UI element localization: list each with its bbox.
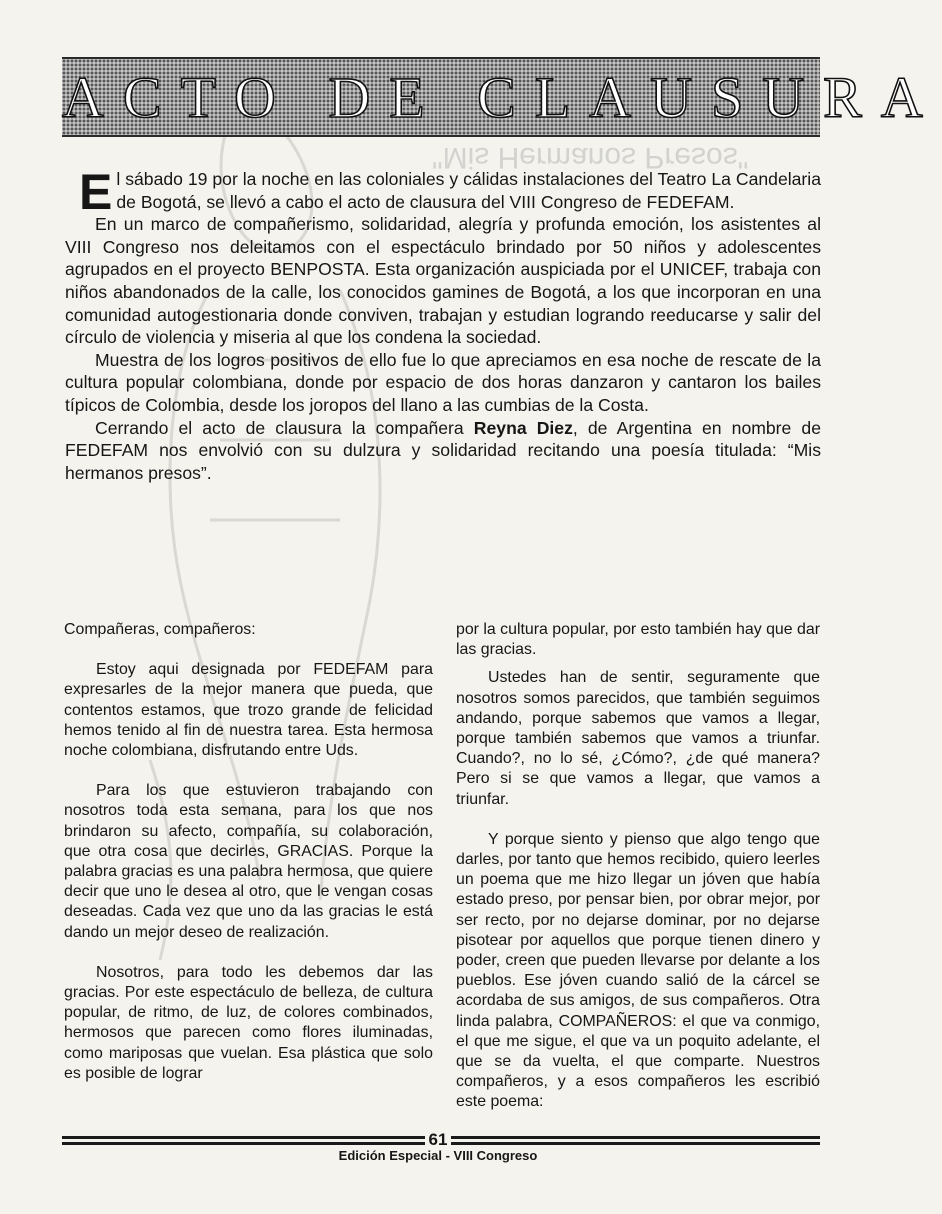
intro-paragraph-1: El sábado 19 por la noche en las coloniales y cálidas instalaciones del Teatro La Candelaria de Bogotá, se llevó a cabo el acto de clausura del VIII Congreso de FEDEFAM.: [79, 164, 821, 220]
right-column: [456, 620, 820, 1113]
speech-paragraph-6: Y porque siento y pienso que algo tengo que darles, por tanto que hemos recibido, quiero leerles un poema que me hizo llegar un jóven que había estado preso, por pensar bien, por obrar mejor, por ser recto, por no dejarse dominar, por no dejarse pisotear por aquellos que porque tienen dinero y poder, creen que pueden llevarse por delante a los pueblos. Ese jóven cuando salió de la cárcel se acordaba de sus amigos, de sus compañeros. Otra linda palabra, COMPAÑEROS: el que va conmigo, el que me sigue, el que va un poquito adelante, el que se da vuelta, el que comparte. Nuestros compañeros, y a esos compañeros les escribió este poema:: [456, 830, 820, 1111]
footer-caption: Edición Especial - VIII Congreso: [338, 1148, 538, 1163]
intro-text: [65, 164, 821, 484]
page-title: ACTO DE CLAUSURA: [62, 65, 942, 130]
left-column: [64, 620, 433, 1084]
speaker-name: Reyna Diez: [473, 417, 573, 438]
speech-greeting: Compañeras, compañeros:: [64, 621, 256, 638]
page-number: 61: [0, 1130, 876, 1150]
intro-paragraph-2: En un marco de compañerismo, solidaridad, alegría y profunda emoción, los asistentes al VIII Congreso nos deleitamos con el espectáculo brindado por 50 niños y adolescentes agrupados en el proyecto BENPOSTA. Esta organización auspiciada por el UNICEF, trabaja con niños abandonados de la calle, los conocidos gamines de Bogotá, a los que incorporan en una comunidad autogestionaria donde conviven, trabajan y estudian logrando reeducarse y salir del círculo de violencia y miseria al que los condena la sociedad.: [65, 214, 821, 348]
speech-paragraph-4: por la cultura popular, por esto también hay que dar las gracias.: [456, 621, 820, 659]
background-mirrored-text: "Mis Hermanos Presos": [432, 141, 749, 174]
speech-paragraph-3: Nosotros, para todo les debemos dar las gracias. Por este espectáculo de belleza, de cultura popular, de ritmo, de luz, de colores combinados, hermosos que parecen como flores iluminadas, como mariposas que vuelan. Esa plástica que solo es posible de lograr: [64, 963, 433, 1082]
drop-cap: E: [79, 164, 113, 220]
speech-paragraph-1: Estoy aqui designada por FEDEFAM para expresarles de la mejor manera que pueda, que contentos estamos, que trozo grande de felicidad hemos tenido al fin de nuestra tarea. Esta hermosa noche colombiana, disfrutando entre Uds.: [64, 661, 433, 760]
intro-paragraph-3: Muestra de los logros positivos de ello fue lo que apreciamos en esa noche de rescate de la cultura popular colombiana, donde por espacio de dos horas danzaron y cantaron los bailes típicos de Colombia, desde los joropos del llano a las cumbias de la Costa.: [65, 349, 821, 415]
speech-paragraph-2: Para los que estuvieron trabajando con nosotros toda esta semana, para los que nos brindaron su afecto, compañía, su colaboración, que otra cosa que decirles, GRACIAS. Porque la palabra gracias es una palabra hermosa, que quiere decir que uno le desea al otro, que le vengan cosas deseadas. Cada vez que uno da las gracias le está dando un mejor deseo de realización.: [64, 782, 433, 941]
title-banner: [62, 57, 942, 137]
speech-paragraph-5: Ustedes han de sentir, seguramente que nosotros somos parecidos, que también seguimos andando, porque sabemos que vamos a llegar, porque también sabemos que vamos a triunfar. Cuando?, no lo sé, ¿Cómo?, ¿de qué manera? Pero si se que vamos a llegar, que vamos a triunfar.: [456, 669, 820, 808]
intro-paragraph-4: Cerrando el acto de clausura la compañera Reyna Diez, de Argentina en nombre de FEDEFAM nos envolvió con su dulzura y solidaridad recitando una poesía titulada: “Mis hermanos presos”.: [65, 417, 821, 483]
